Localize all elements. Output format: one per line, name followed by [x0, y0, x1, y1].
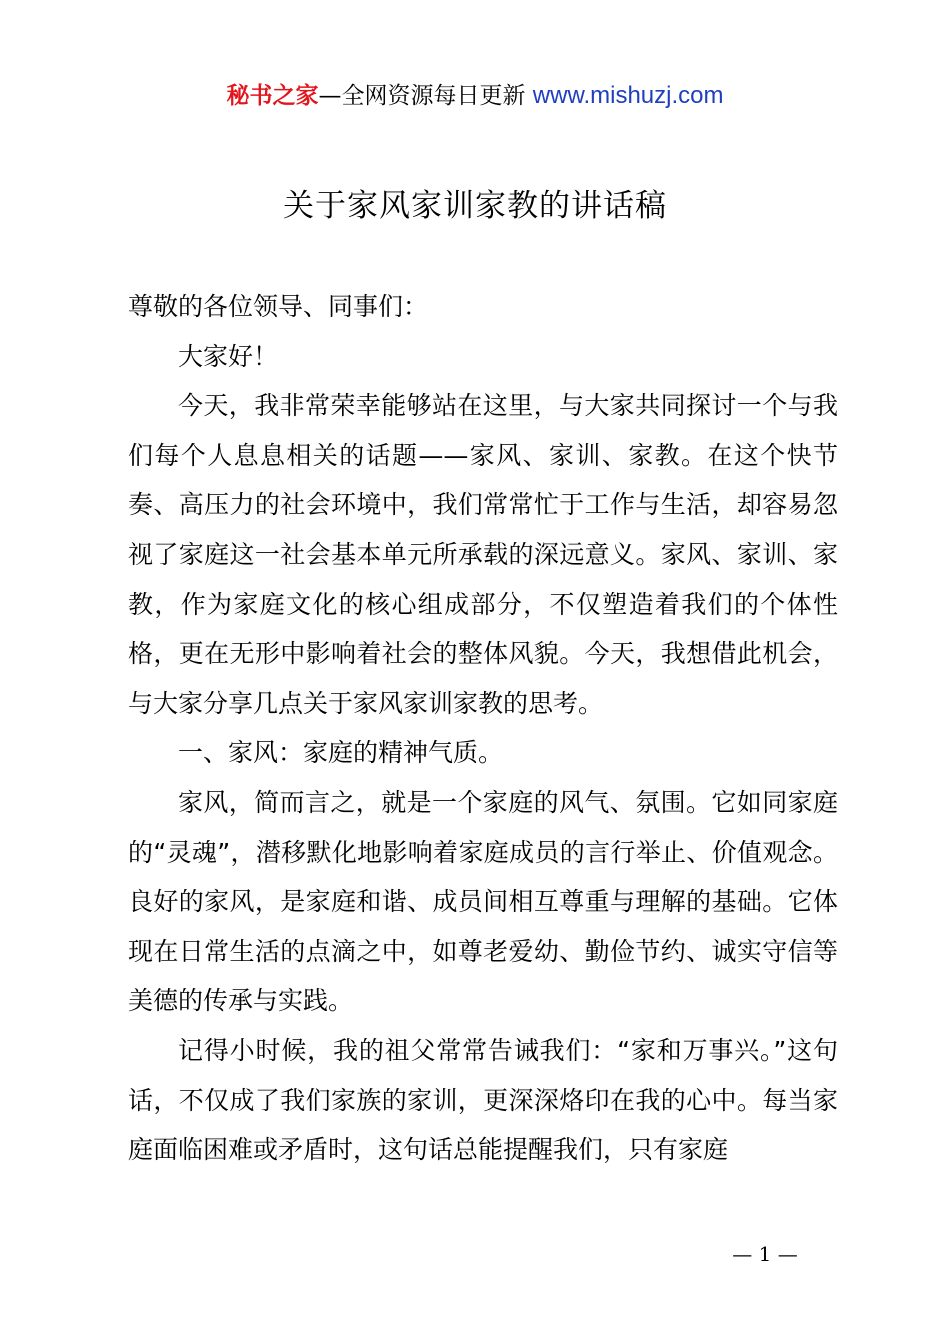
greeting: 大家好！ [178, 341, 279, 371]
paragraph: 今天，我非常荣幸能够站在这里，与大家共同探讨一个与我们每个人息息相关的话题——家风、家训、家教。在这个快节奏、高压力的社会环境中，我们常常忙于工作与生活，却容易忽视了家庭这一社会基本单元所承载的深远意义。家风、家训、家教，作为家庭文化的核心组成部分，不仅塑造着我们的个体性格，更在无形中影响着社会的整体风貌。今天，我想借此机会，与大家分享几点关于家风家训家教的思考。 [128, 391, 838, 718]
header-tagline: —全网资源每日更新 [318, 83, 526, 109]
paragraph: 记得小时候，我的祖父常常告诫我们：“家和万事兴。”这句话，不仅成了我们家族的家训，更深深烙印在我的心中。每当家庭面临困难或矛盾时，这句话总能提醒我们，只有家庭 [128, 1035, 838, 1165]
site-header [0, 80, 950, 112]
section-heading: 一、家风：家庭的精神气质。 [178, 738, 504, 768]
page-number: — 1 — [732, 1242, 798, 1266]
document-body [128, 282, 838, 1175]
document-title: 关于家风家训家教的讲话稿 [283, 188, 667, 224]
brand-name: 秘书之家 [226, 83, 319, 109]
site-url[interactable]: www.mishuzj.com [532, 82, 724, 109]
salutation: 尊敬的各位领导、同事们： [128, 292, 429, 321]
paragraph: 家风，简而言之，就是一个家庭的风气、氛围。它如同家庭的“灵魂”，潜移默化地影响着家庭成员的言行举止、价值观念。良好的家风，是家庭和谐、成员间相互尊重与理解的基础。它体现在日常生活的点滴之中，如尊老爱幼、勤俭节约、诚实守信等美德的传承与实践。 [128, 787, 838, 1016]
